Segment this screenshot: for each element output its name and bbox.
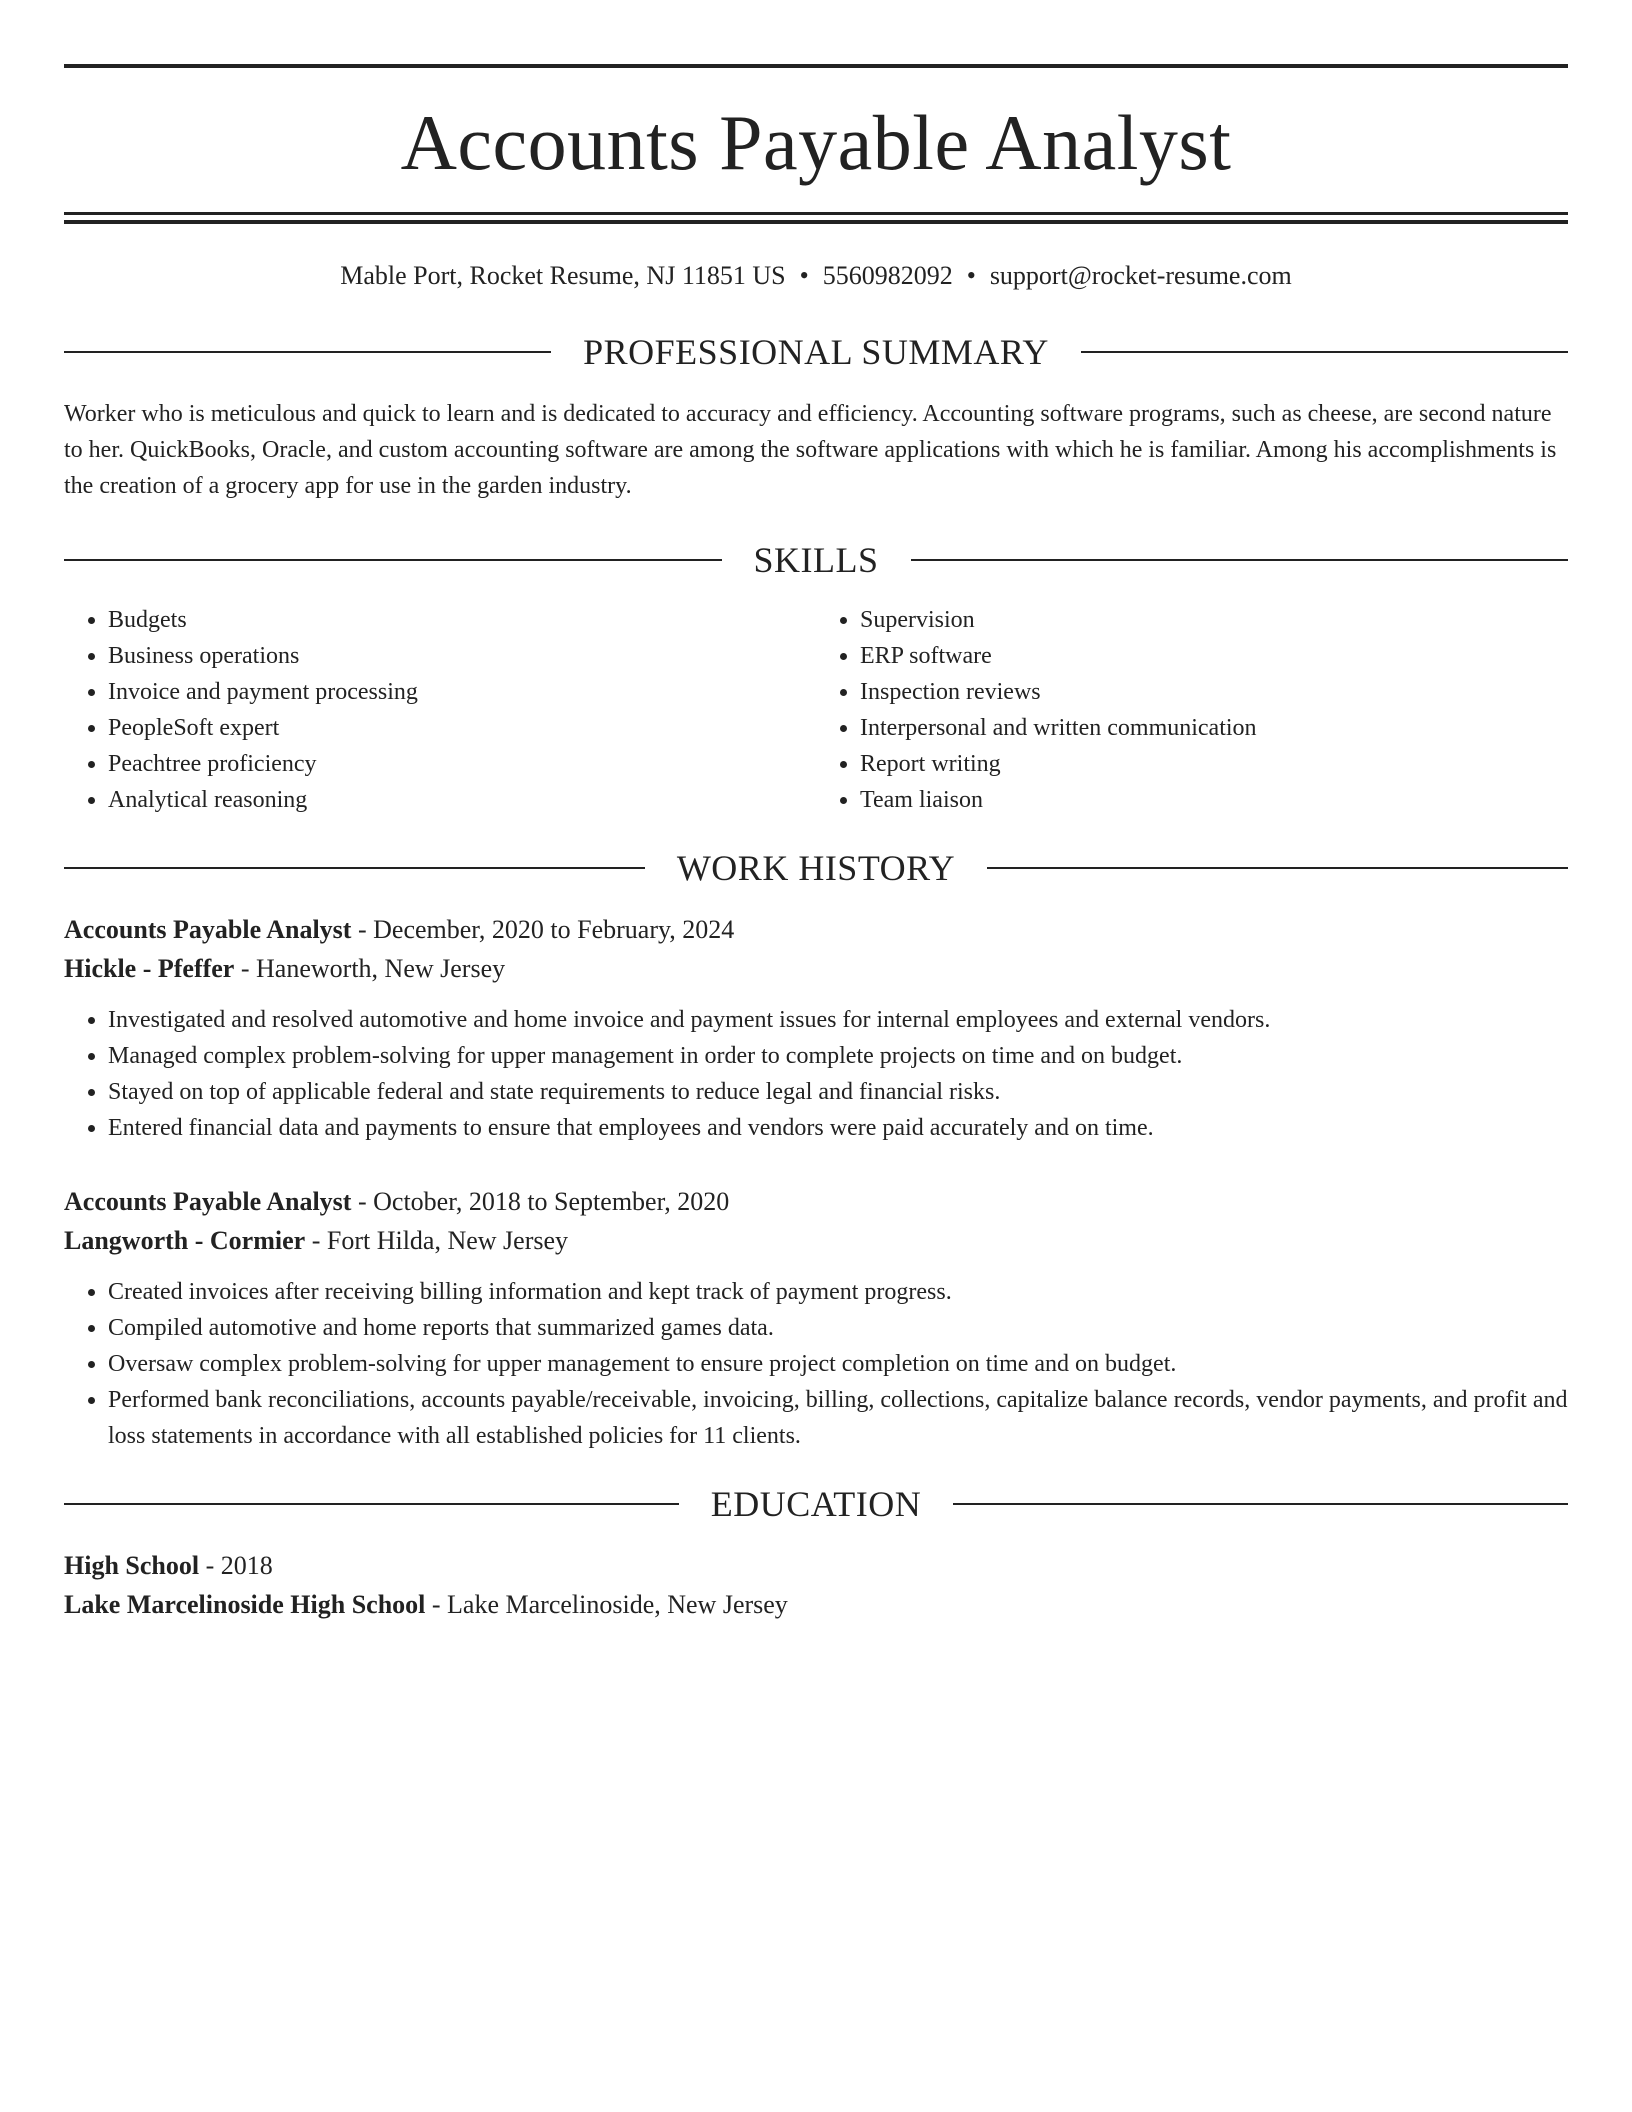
education-school: Lake Marcelinoside High School	[64, 1590, 426, 1619]
skills-column-right	[816, 602, 1568, 818]
skill-item: • Budgets	[108, 602, 816, 638]
job-dates: December, 2020 to February, 2024	[373, 915, 735, 944]
divider	[911, 559, 1569, 561]
job-location: Haneworth, New Jersey	[256, 954, 506, 983]
education-entry	[64, 1546, 1568, 1624]
job-company-line	[64, 949, 1568, 988]
skill-item: • ERP software	[860, 638, 1568, 674]
skill-item: • Business operations	[108, 638, 816, 674]
skill-item: • Report writing	[860, 746, 1568, 782]
job-dates: October, 2018 to September, 2020	[373, 1187, 730, 1216]
job-bullet: • Investigated and resolved automotive and home invoice and payment issues for internal employees and external vendors.	[108, 1002, 1568, 1038]
dash: -	[431, 1590, 441, 1619]
contact-line	[64, 260, 1568, 292]
title-double-rule	[64, 212, 1568, 224]
divider	[64, 1503, 679, 1505]
job-bullet: • Compiled automotive and home reports that summarized games data.	[108, 1310, 1568, 1346]
skill-item: • Analytical reasoning	[108, 782, 816, 818]
education-location: Lake Marcelinoside, New Jersey	[447, 1590, 788, 1619]
section-title: WORK HISTORY	[676, 848, 956, 888]
summary-text: Worker who is meticulous and quick to learn and is dedicated to accuracy and efficiency. Accounting software programs, such as cheese, are second nature to her. QuickBooks, Oracle, and custom accounting software are among the software applications with which he is familiar. Among his accomplishments is the creation of a grocery app for use in the garden industry.	[64, 401, 1557, 499]
section-title: SKILLS	[753, 540, 879, 580]
education-degree: High School	[64, 1551, 200, 1580]
skill-item: • Supervision	[860, 602, 1568, 638]
skill-item: • Peachtree proficiency	[108, 746, 816, 782]
job-title-line	[64, 1182, 1568, 1221]
skill-item: • PeopleSoft expert	[108, 710, 816, 746]
job-bullet: • Entered financial data and payments to ensure that employees and vendors were paid accurately and on time.	[108, 1110, 1568, 1146]
job-bullets	[64, 1002, 1568, 1146]
education-year: 2018	[220, 1551, 273, 1580]
contact-address: Mable Port, Rocket Resume, NJ 11851 US	[340, 261, 786, 290]
dash: -	[357, 1187, 367, 1216]
divider	[1081, 351, 1568, 353]
skills-list	[64, 602, 1568, 818]
divider	[64, 867, 645, 869]
top-rule	[64, 64, 1568, 68]
dash: -	[357, 915, 367, 944]
job-entry	[64, 1182, 1568, 1454]
job-bullet: • Oversaw complex problem-solving for upper management to ensure project completion on time and on budget.	[108, 1346, 1568, 1382]
job-company-line	[64, 1221, 1568, 1260]
contact-separator: •	[966, 261, 976, 290]
contact-separator: •	[799, 261, 809, 290]
section-title: EDUCATION	[710, 1484, 922, 1524]
education-heading	[64, 1484, 1568, 1524]
job-bullets	[64, 1274, 1568, 1454]
divider	[987, 867, 1568, 869]
dash: -	[205, 1551, 215, 1580]
resume-page	[64, 64, 1568, 1624]
education-degree-line	[64, 1546, 1568, 1585]
job-entry	[64, 910, 1568, 1146]
job-location: Fort Hilda, New Jersey	[326, 1226, 569, 1255]
job-company: Langworth - Cormier	[64, 1226, 306, 1255]
job-title-line	[64, 910, 1568, 949]
divider	[953, 1503, 1568, 1505]
job-bullet: • Managed complex problem-solving for upper management in order to complete projects on time and on budget.	[108, 1038, 1568, 1074]
contact-email: support@rocket-resume.com	[989, 261, 1292, 290]
divider	[64, 559, 722, 561]
work-heading	[64, 848, 1568, 888]
job-company: Hickle - Pfeffer	[64, 954, 235, 983]
skill-item: • Invoice and payment processing	[108, 674, 816, 710]
divider	[64, 351, 551, 353]
job-bullet: • Stayed on top of applicable federal and state requirements to reduce legal and financial risks.	[108, 1074, 1568, 1110]
skills-column-left	[64, 602, 816, 818]
summary-heading	[64, 332, 1568, 372]
skills-heading	[64, 540, 1568, 580]
dash: -	[311, 1226, 321, 1255]
job-bullet: • Performed bank reconciliations, accounts payable/receivable, invoicing, billing, collections, capitalize balance records, vendor payments, and profit and loss statements in accordance with all established policies for 11 clients.	[108, 1382, 1568, 1454]
skill-item: • Interpersonal and written communication	[860, 710, 1568, 746]
resume-title: Accounts Payable Analyst	[400, 99, 1232, 186]
job-bullet: • Created invoices after receiving billing information and kept track of payment progress.	[108, 1274, 1568, 1310]
job-title: Accounts Payable Analyst	[64, 915, 352, 944]
job-title: Accounts Payable Analyst	[64, 1187, 352, 1216]
dash: -	[240, 954, 250, 983]
contact-phone: 5560982092	[822, 261, 953, 290]
education-school-line	[64, 1585, 1568, 1624]
section-title: PROFESSIONAL SUMMARY	[583, 332, 1049, 372]
skill-item: • Team liaison	[860, 782, 1568, 818]
skill-item: • Inspection reviews	[860, 674, 1568, 710]
